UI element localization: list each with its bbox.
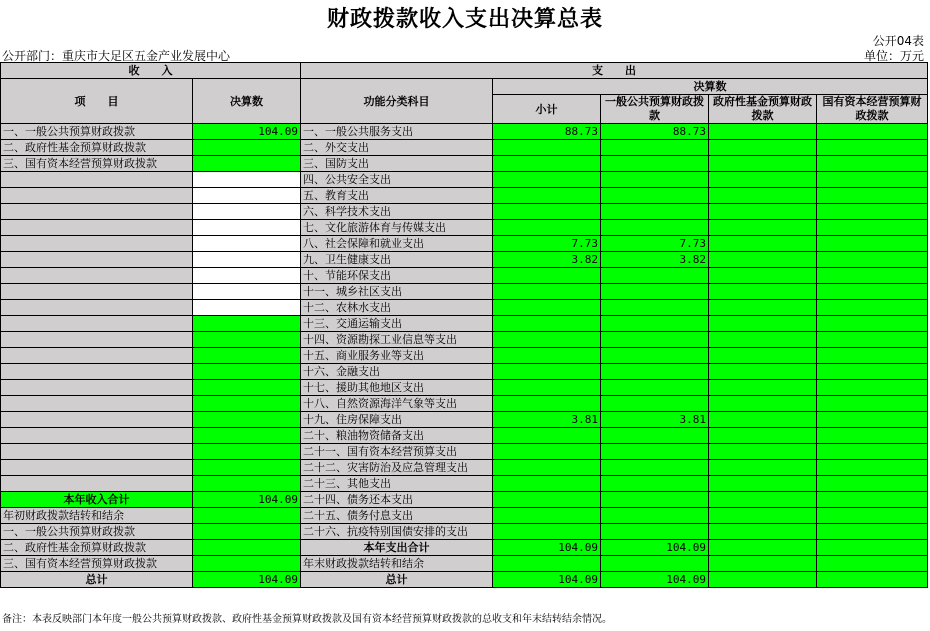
empty-label [1, 220, 193, 236]
expense-general: 7.73 [601, 236, 709, 252]
expense-gov-fund [709, 492, 817, 508]
empty-label [1, 428, 193, 444]
empty-value [193, 460, 301, 476]
table-row [1, 476, 928, 492]
table-row [1, 332, 928, 348]
empty-label [1, 268, 193, 284]
expense-general [601, 300, 709, 316]
empty-value [193, 476, 301, 492]
table-row [1, 556, 928, 572]
state-capital-header: 国有资本经营预算财政拨款 [817, 95, 928, 124]
income-label: 一、一般公共预算财政拨款 [1, 124, 193, 140]
expense-subtotal [493, 268, 601, 284]
expense-subtotal: 3.82 [493, 252, 601, 268]
table-row [1, 412, 928, 428]
expense-gov-fund [709, 332, 817, 348]
empty-value [193, 364, 301, 380]
expense-total-subtotal: 104.09 [493, 540, 601, 556]
table-row [1, 316, 928, 332]
income-value [193, 140, 301, 156]
expense-state-capital [817, 412, 928, 428]
expense-subtotal: 88.73 [493, 124, 601, 140]
empty-label [1, 236, 193, 252]
table-row [1, 300, 928, 316]
expense-gov-fund [709, 252, 817, 268]
expense-subtotal [493, 476, 601, 492]
expense-general [601, 220, 709, 236]
form-code: 公开04表 [872, 34, 924, 48]
expense-state-capital [817, 156, 928, 172]
carryover-value [193, 556, 301, 572]
table-row [1, 220, 928, 236]
grand-total-gov-fund [709, 572, 817, 588]
expense-header: 支 出 [301, 63, 928, 79]
expense-gov-fund [709, 508, 817, 524]
table-row [1, 428, 928, 444]
unit-label: 单位：万元 [863, 49, 924, 63]
income-value: 104.09 [193, 124, 301, 140]
empty-value [193, 204, 301, 220]
empty-value [193, 428, 301, 444]
expense-gov-fund [709, 476, 817, 492]
empty-label [1, 172, 193, 188]
expense-gov-fund [709, 412, 817, 428]
expense-gov-fund [709, 284, 817, 300]
expense-state-capital [817, 140, 928, 156]
expense-gov-fund [709, 316, 817, 332]
empty-label [1, 300, 193, 316]
expense-subtotal [493, 316, 601, 332]
empty-value [193, 220, 301, 236]
expense-state-capital [817, 300, 928, 316]
expense-subtotal [493, 508, 601, 524]
empty-label [1, 332, 193, 348]
empty-label [1, 252, 193, 268]
expense-state-capital [817, 508, 928, 524]
expense-label: 六、科学技术支出 [301, 204, 493, 220]
expense-gov-fund [709, 220, 817, 236]
table-row [1, 156, 928, 172]
expense-label: 二、外交支出 [301, 140, 493, 156]
expense-subtotal [493, 364, 601, 380]
subtotal-header: 小计 [493, 95, 601, 124]
expense-label: 十、节能环保支出 [301, 268, 493, 284]
expense-label: 五、教育支出 [301, 188, 493, 204]
expense-general [601, 444, 709, 460]
expense-general [601, 348, 709, 364]
expense-general: 3.81 [601, 412, 709, 428]
empty-value [193, 300, 301, 316]
expense-label: 十六、金融支出 [301, 364, 493, 380]
table-row [1, 524, 928, 540]
expense-subtotal [493, 444, 601, 460]
empty-label [1, 188, 193, 204]
expense-state-capital [817, 444, 928, 460]
table-row [1, 348, 928, 364]
empty-label [1, 380, 193, 396]
expense-subtotal [493, 220, 601, 236]
expense-gov-fund [709, 428, 817, 444]
empty-value [193, 444, 301, 460]
expense-subtotal [493, 204, 601, 220]
expense-subtotal [493, 284, 601, 300]
empty-value [193, 316, 301, 332]
expense-subtotal [493, 380, 601, 396]
expense-general: 88.73 [601, 124, 709, 140]
expense-total-gov-fund [709, 540, 817, 556]
expense-label: 十九、住房保障支出 [301, 412, 493, 428]
expense-state-capital [817, 268, 928, 284]
expense-subtotal [493, 140, 601, 156]
func-header: 功能分类科目 [301, 79, 493, 124]
expense-gov-fund [709, 444, 817, 460]
expense-state-capital [817, 316, 928, 332]
expense-label: 十二、农林水支出 [301, 300, 493, 316]
year-end-general [601, 556, 709, 572]
empty-value [193, 348, 301, 364]
expense-label: 二十五、债务付息支出 [301, 508, 493, 524]
empty-label [1, 316, 193, 332]
carryover-label: 一、一般公共预算财政拨款 [1, 524, 193, 540]
empty-value [193, 252, 301, 268]
expense-gov-fund [709, 364, 817, 380]
expense-state-capital [817, 492, 928, 508]
empty-label [1, 476, 193, 492]
budget-table [0, 62, 928, 588]
expense-general [601, 332, 709, 348]
expense-label: 二十四、债务还本支出 [301, 492, 493, 508]
carryover-value [193, 540, 301, 556]
expense-gov-fund [709, 204, 817, 220]
expense-state-capital [817, 476, 928, 492]
table-row [1, 460, 928, 476]
expense-general [601, 316, 709, 332]
expense-label: 二十二、灾害防治及应急管理支出 [301, 460, 493, 476]
expense-label: 二十六、抗疫特别国债安排的支出 [301, 524, 493, 540]
income-total-label: 本年收入合计 [1, 492, 193, 508]
expense-gov-fund [709, 460, 817, 476]
empty-label [1, 444, 193, 460]
empty-label [1, 204, 193, 220]
empty-value [193, 412, 301, 428]
expense-gov-fund [709, 140, 817, 156]
carryover-label: 年初财政拨款结转和结余 [1, 508, 193, 524]
expense-subtotal [493, 188, 601, 204]
expense-state-capital [817, 204, 928, 220]
table-row [1, 492, 928, 508]
table-row [1, 140, 928, 156]
empty-label [1, 396, 193, 412]
expense-state-capital [817, 364, 928, 380]
table-row [1, 188, 928, 204]
year-end-state-capital [817, 556, 928, 572]
department-label: 公开部门：重庆市大足区五金产业发展中心 [2, 49, 231, 63]
item-header: 项 目 [1, 79, 193, 124]
expense-general [601, 188, 709, 204]
expense-subtotal [493, 524, 601, 540]
income-label: 二、政府性基金预算财政拨款 [1, 140, 193, 156]
year-end-gov-fund [709, 556, 817, 572]
carryover-label: 三、国有资本经营预算财政拨款 [1, 556, 193, 572]
expense-general [601, 268, 709, 284]
table-row [1, 508, 928, 524]
expense-label: 十三、交通运输支出 [301, 316, 493, 332]
expense-subtotal [493, 172, 601, 188]
expense-general [601, 380, 709, 396]
expense-subtotal [493, 332, 601, 348]
table-row [1, 380, 928, 396]
table-row [1, 124, 928, 140]
expense-gov-fund [709, 300, 817, 316]
amount-header: 决算数 [193, 79, 301, 124]
empty-value [193, 172, 301, 188]
table-row [1, 444, 928, 460]
expense-general [601, 284, 709, 300]
grand-total-row [1, 572, 928, 588]
table-row [1, 396, 928, 412]
expense-label: 二十三、其他支出 [301, 476, 493, 492]
carryover-value [193, 524, 301, 540]
empty-label [1, 364, 193, 380]
expense-general [601, 476, 709, 492]
expense-state-capital [817, 236, 928, 252]
expense-general: 3.82 [601, 252, 709, 268]
expense-state-capital [817, 428, 928, 444]
expense-state-capital [817, 380, 928, 396]
expense-general [601, 204, 709, 220]
expense-subtotal [493, 348, 601, 364]
expense-state-capital [817, 188, 928, 204]
expense-subtotal [493, 156, 601, 172]
expense-gov-fund [709, 268, 817, 284]
table-row [1, 236, 928, 252]
expense-general [601, 140, 709, 156]
expense-label: 十五、商业服务业等支出 [301, 348, 493, 364]
table-row [1, 172, 928, 188]
grand-total-state-capital [817, 572, 928, 588]
expense-subtotal [493, 396, 601, 412]
income-total-value: 104.09 [193, 492, 301, 508]
expense-subtotal: 7.73 [493, 236, 601, 252]
expense-general [601, 396, 709, 412]
final-header: 决算数 [493, 79, 928, 95]
grand-total-expense-label: 总计 [301, 572, 493, 588]
expense-gov-fund [709, 156, 817, 172]
expense-general [601, 156, 709, 172]
gov-fund-header: 政府性基金预算财政拨款 [709, 95, 817, 124]
expense-label: 一、一般公共服务支出 [301, 124, 493, 140]
expense-general [601, 428, 709, 444]
expense-state-capital [817, 348, 928, 364]
expense-state-capital [817, 332, 928, 348]
expense-subtotal [493, 492, 601, 508]
table-body [1, 124, 928, 588]
expense-gov-fund [709, 236, 817, 252]
expense-label: 二十、粮油物资储备支出 [301, 428, 493, 444]
carryover-label: 二、政府性基金预算财政拨款 [1, 540, 193, 556]
expense-label: 十一、城乡社区支出 [301, 284, 493, 300]
expense-general [601, 524, 709, 540]
expense-total-general: 104.09 [601, 540, 709, 556]
grand-total-subtotal: 104.09 [493, 572, 601, 588]
year-end-subtotal [493, 556, 601, 572]
empty-value [193, 380, 301, 396]
empty-value [193, 396, 301, 412]
expense-label: 九、卫生健康支出 [301, 252, 493, 268]
empty-value [193, 236, 301, 252]
expense-subtotal [493, 428, 601, 444]
expense-label: 十八、自然资源海洋气象等支出 [301, 396, 493, 412]
year-end-label: 年末财政拨款结转和结余 [301, 556, 493, 572]
expense-general [601, 172, 709, 188]
general-header: 一般公共预算财政拨款 [601, 95, 709, 124]
income-label: 三、国有资本经营预算财政拨款 [1, 156, 193, 172]
expense-general [601, 460, 709, 476]
table-row [1, 252, 928, 268]
expense-subtotal [493, 300, 601, 316]
expense-label: 八、社会保障和就业支出 [301, 236, 493, 252]
income-header: 收 入 [1, 63, 301, 79]
expense-state-capital [817, 124, 928, 140]
table-row [1, 364, 928, 380]
expense-general [601, 492, 709, 508]
expense-state-capital [817, 284, 928, 300]
table-row [1, 540, 928, 556]
expense-label: 三、国防支出 [301, 156, 493, 172]
empty-value [193, 268, 301, 284]
expense-gov-fund [709, 524, 817, 540]
grand-total-general: 104.09 [601, 572, 709, 588]
expense-subtotal: 3.81 [493, 412, 601, 428]
empty-value [193, 284, 301, 300]
expense-label: 二十一、国有资本经营预算支出 [301, 444, 493, 460]
table-row [1, 284, 928, 300]
expense-gov-fund [709, 348, 817, 364]
expense-gov-fund [709, 172, 817, 188]
expense-state-capital [817, 172, 928, 188]
empty-label [1, 412, 193, 428]
empty-label [1, 284, 193, 300]
empty-value [193, 188, 301, 204]
carryover-value [193, 508, 301, 524]
expense-total-state-capital [817, 540, 928, 556]
income-value [193, 156, 301, 172]
table-row [1, 204, 928, 220]
footnote: 备注：本表反映部门本年度一般公共预算财政拨款、政府性基金预算财政拨款及国有资本经营预算财政拨款的总收支和年末结转结余情况。 [2, 614, 612, 625]
expense-gov-fund [709, 124, 817, 140]
empty-label [1, 348, 193, 364]
expense-state-capital [817, 396, 928, 412]
expense-general [601, 364, 709, 380]
expense-label: 七、文化旅游体育与传媒支出 [301, 220, 493, 236]
expense-state-capital [817, 524, 928, 540]
expense-state-capital [817, 220, 928, 236]
expense-general [601, 508, 709, 524]
expense-label: 十四、资源勘探工业信息等支出 [301, 332, 493, 348]
expense-label: 十七、援助其他地区支出 [301, 380, 493, 396]
expense-label: 四、公共安全支出 [301, 172, 493, 188]
expense-state-capital [817, 460, 928, 476]
expense-state-capital [817, 252, 928, 268]
empty-value [193, 332, 301, 348]
expense-gov-fund [709, 396, 817, 412]
grand-total-label: 总计 [1, 572, 193, 588]
page-title: 财政拨款收入支出决算总表 [326, 7, 603, 32]
expense-gov-fund [709, 380, 817, 396]
expense-subtotal [493, 460, 601, 476]
expense-total-label: 本年支出合计 [301, 540, 493, 556]
expense-gov-fund [709, 188, 817, 204]
table-row [1, 268, 928, 284]
grand-total-income: 104.09 [193, 572, 301, 588]
empty-label [1, 460, 193, 476]
